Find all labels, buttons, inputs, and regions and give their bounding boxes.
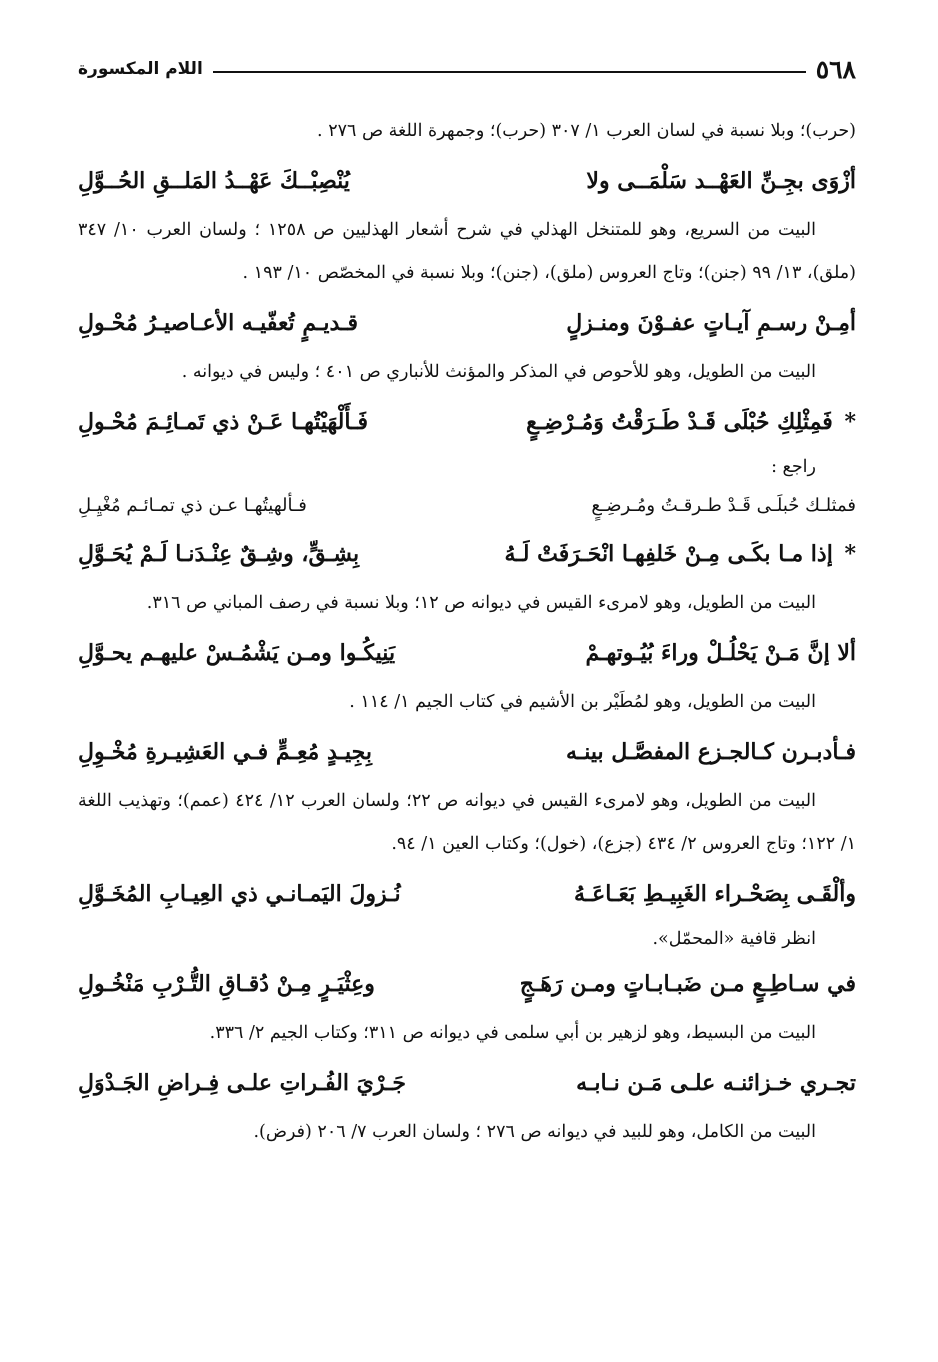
page-number: ٥٦٨ bbox=[815, 54, 856, 84]
hemistich-text: فَمِثْلِكِ حُبْلَى قَـدْ طَـرَقْتُ وَمُـرْضِـعٍ bbox=[526, 409, 833, 435]
poem-verse bbox=[78, 295, 856, 351]
verse-first-hemistich bbox=[504, 541, 856, 567]
verse-second-hemistich: فـألهيتُهـا عـن ذي تمـائـم مُغْيِـلِ bbox=[78, 494, 307, 516]
citation-note: البيت من الطويل، وهو لمُطَيْر بن الأشيم في كتاب الجيم ١/ ١١٤ . bbox=[349, 692, 816, 712]
poem-verse-variant bbox=[78, 484, 856, 526]
verse-second-hemistich: جَـرْيَ الفُـراتِ علـى فِـراضِ الجَـدْوَلِ bbox=[78, 1070, 407, 1096]
verse-first-hemistich: فـأدبـرن كـالجـزع المفصَّـل بينـه bbox=[565, 739, 856, 765]
poem-verse bbox=[78, 724, 856, 780]
hemistich-text: إذا مـا بكَـى مِـنْ خَلفِهـا انْحَـرَفَتْ لَـهُ bbox=[504, 541, 833, 567]
poem-verse bbox=[78, 625, 856, 681]
poem-verse bbox=[78, 1055, 856, 1111]
verse-second-hemistich: يَنِيكُـوا ومـن يَشْمُـسْ عليهـم يحـوَّلِ bbox=[78, 640, 396, 666]
poem-verse bbox=[78, 153, 856, 209]
header-rule bbox=[213, 71, 806, 73]
poem-verse bbox=[78, 526, 856, 582]
verse-second-hemistich: قـديـمٍ تُعفّيـه الأعـاصيـرُ مُحْـولِ bbox=[78, 310, 359, 336]
section-title: اللام المكسورة bbox=[78, 59, 203, 79]
reference-label: راجع : bbox=[771, 457, 816, 477]
star-marker: * bbox=[844, 409, 856, 435]
reference-label: انظر قافية «المحمّل». bbox=[652, 929, 816, 949]
poem-verse bbox=[78, 394, 856, 450]
verse-second-hemistich: فَـأَلْهَيْتُهـا عَـنْ ذي تَمـائِـمَ مُحْـولِ bbox=[78, 409, 369, 435]
verse-first-hemistich bbox=[526, 409, 856, 435]
poem-verse bbox=[78, 866, 856, 922]
verse-second-hemistich: وعِثْيَـرٍ مِـنْ دُقـاقِ التُّـرْبِ مَنْخُـولِ bbox=[78, 971, 375, 997]
verse-second-hemistich: نُـزولَ اليَمـانـي ذي العِيـابِ المُخَـوَّلِ bbox=[78, 881, 401, 907]
poem-verse bbox=[78, 956, 856, 1012]
citation-note: (حرب)؛ وبلا نسبة في لسان العرب ١/ ٣٠٧ (حرب)؛ وجمهرة اللغة ص ٢٧٦ . bbox=[317, 121, 856, 141]
verse-first-hemistich: تجـري خـزائنـه علـى مَـن نـابـه bbox=[576, 1070, 856, 1096]
citation-note: البيت من البسيط، وهو لزهير بن أبي سلمى في ديوانه ص ٣١١؛ وكتاب الجيم ٢/ ٣٣٦. bbox=[209, 1023, 816, 1043]
verse-first-hemistich: فمثلـك حُبلَـى قَـدْ طـرقـتُ ومُـرضِـعٍ bbox=[591, 494, 856, 516]
citation-note: البيت من السريع، وهو للمتنخل الهذلي في شرح أشعار الهذليين ص ١٢٥٨ ؛ ولسان العرب ١٠/ ٣٤٧ (ملق)، ١٣/ ٩٩ (جنن)؛ وتاج العروس (ملق)، (جنن)؛ وبلا نسبة في المخصّص ١٠/ ١٩٣ . bbox=[78, 220, 856, 283]
verse-first-hemistich: وألْقَـى بِصَحْـراء الغَبِيـطِ بَعَـاعَـهُ bbox=[573, 881, 856, 907]
verse-second-hemistich: بِجِيـدٍ مُعِـمٍّ فـي العَشِيـرةِ مُخْـوِلِ bbox=[78, 739, 372, 765]
citation-note: البيت من الطويل، وهو لامرىء القيس في ديوانه ص ١٢؛ وبلا نسبة في رصف المباني ص ٣١٦. bbox=[146, 593, 816, 613]
running-header bbox=[78, 52, 856, 86]
verse-second-hemistich: بِشِـقٍّ، وشِـقٌ عِنْـدَنـا لَـمْ يُحَـوَّلِ bbox=[78, 541, 360, 567]
citation-note: البيت من الطويل، وهو للأحوص في المذكر والمؤنث للأنباري ص ٤٠١ ؛ وليس في ديوانه . bbox=[181, 362, 816, 382]
citation-note: البيت من الكامل، وهو للبيد في ديوانه ص ٢٧٦ ؛ ولسان العرب ٧/ ٢٠٦ (فرض). bbox=[253, 1122, 816, 1142]
page-body bbox=[78, 110, 856, 1154]
citation-note: البيت من الطويل، وهو لامرىء القيس في ديوانه ص ٢٢؛ ولسان العرب ١٢/ ٤٢٤ (عمم)؛ وتهذيب اللغة ١/ ١٢٢؛ وتاج العروس ٢/ ٤٣٤ (جزع)، (خول)؛ وكتاب العين ١/ ٩٤. bbox=[78, 791, 856, 854]
verse-first-hemistich: أزْوَى بجِـنِّ العَهْــد سَلْمَــى ولا bbox=[586, 168, 856, 194]
verse-first-hemistich: ألا إنَّ مَـنْ يَحْلُـلْ وراءَ بُيُـوتهـمْ bbox=[585, 640, 856, 666]
verse-first-hemistich: في سـاطِـعٍ مـن ضَبـابـاتٍ ومـن رَهَـجٍ bbox=[519, 971, 856, 997]
verse-second-hemistich: يُنْصِبْــكَ عَهْــدُ المَلــقِ الحُــوَّلِ bbox=[78, 168, 350, 194]
star-marker: * bbox=[844, 541, 856, 567]
verse-first-hemistich: أمِـنْ رسـمِ آيـاتٍ عفـوْنَ ومنـزلٍ bbox=[566, 310, 856, 336]
